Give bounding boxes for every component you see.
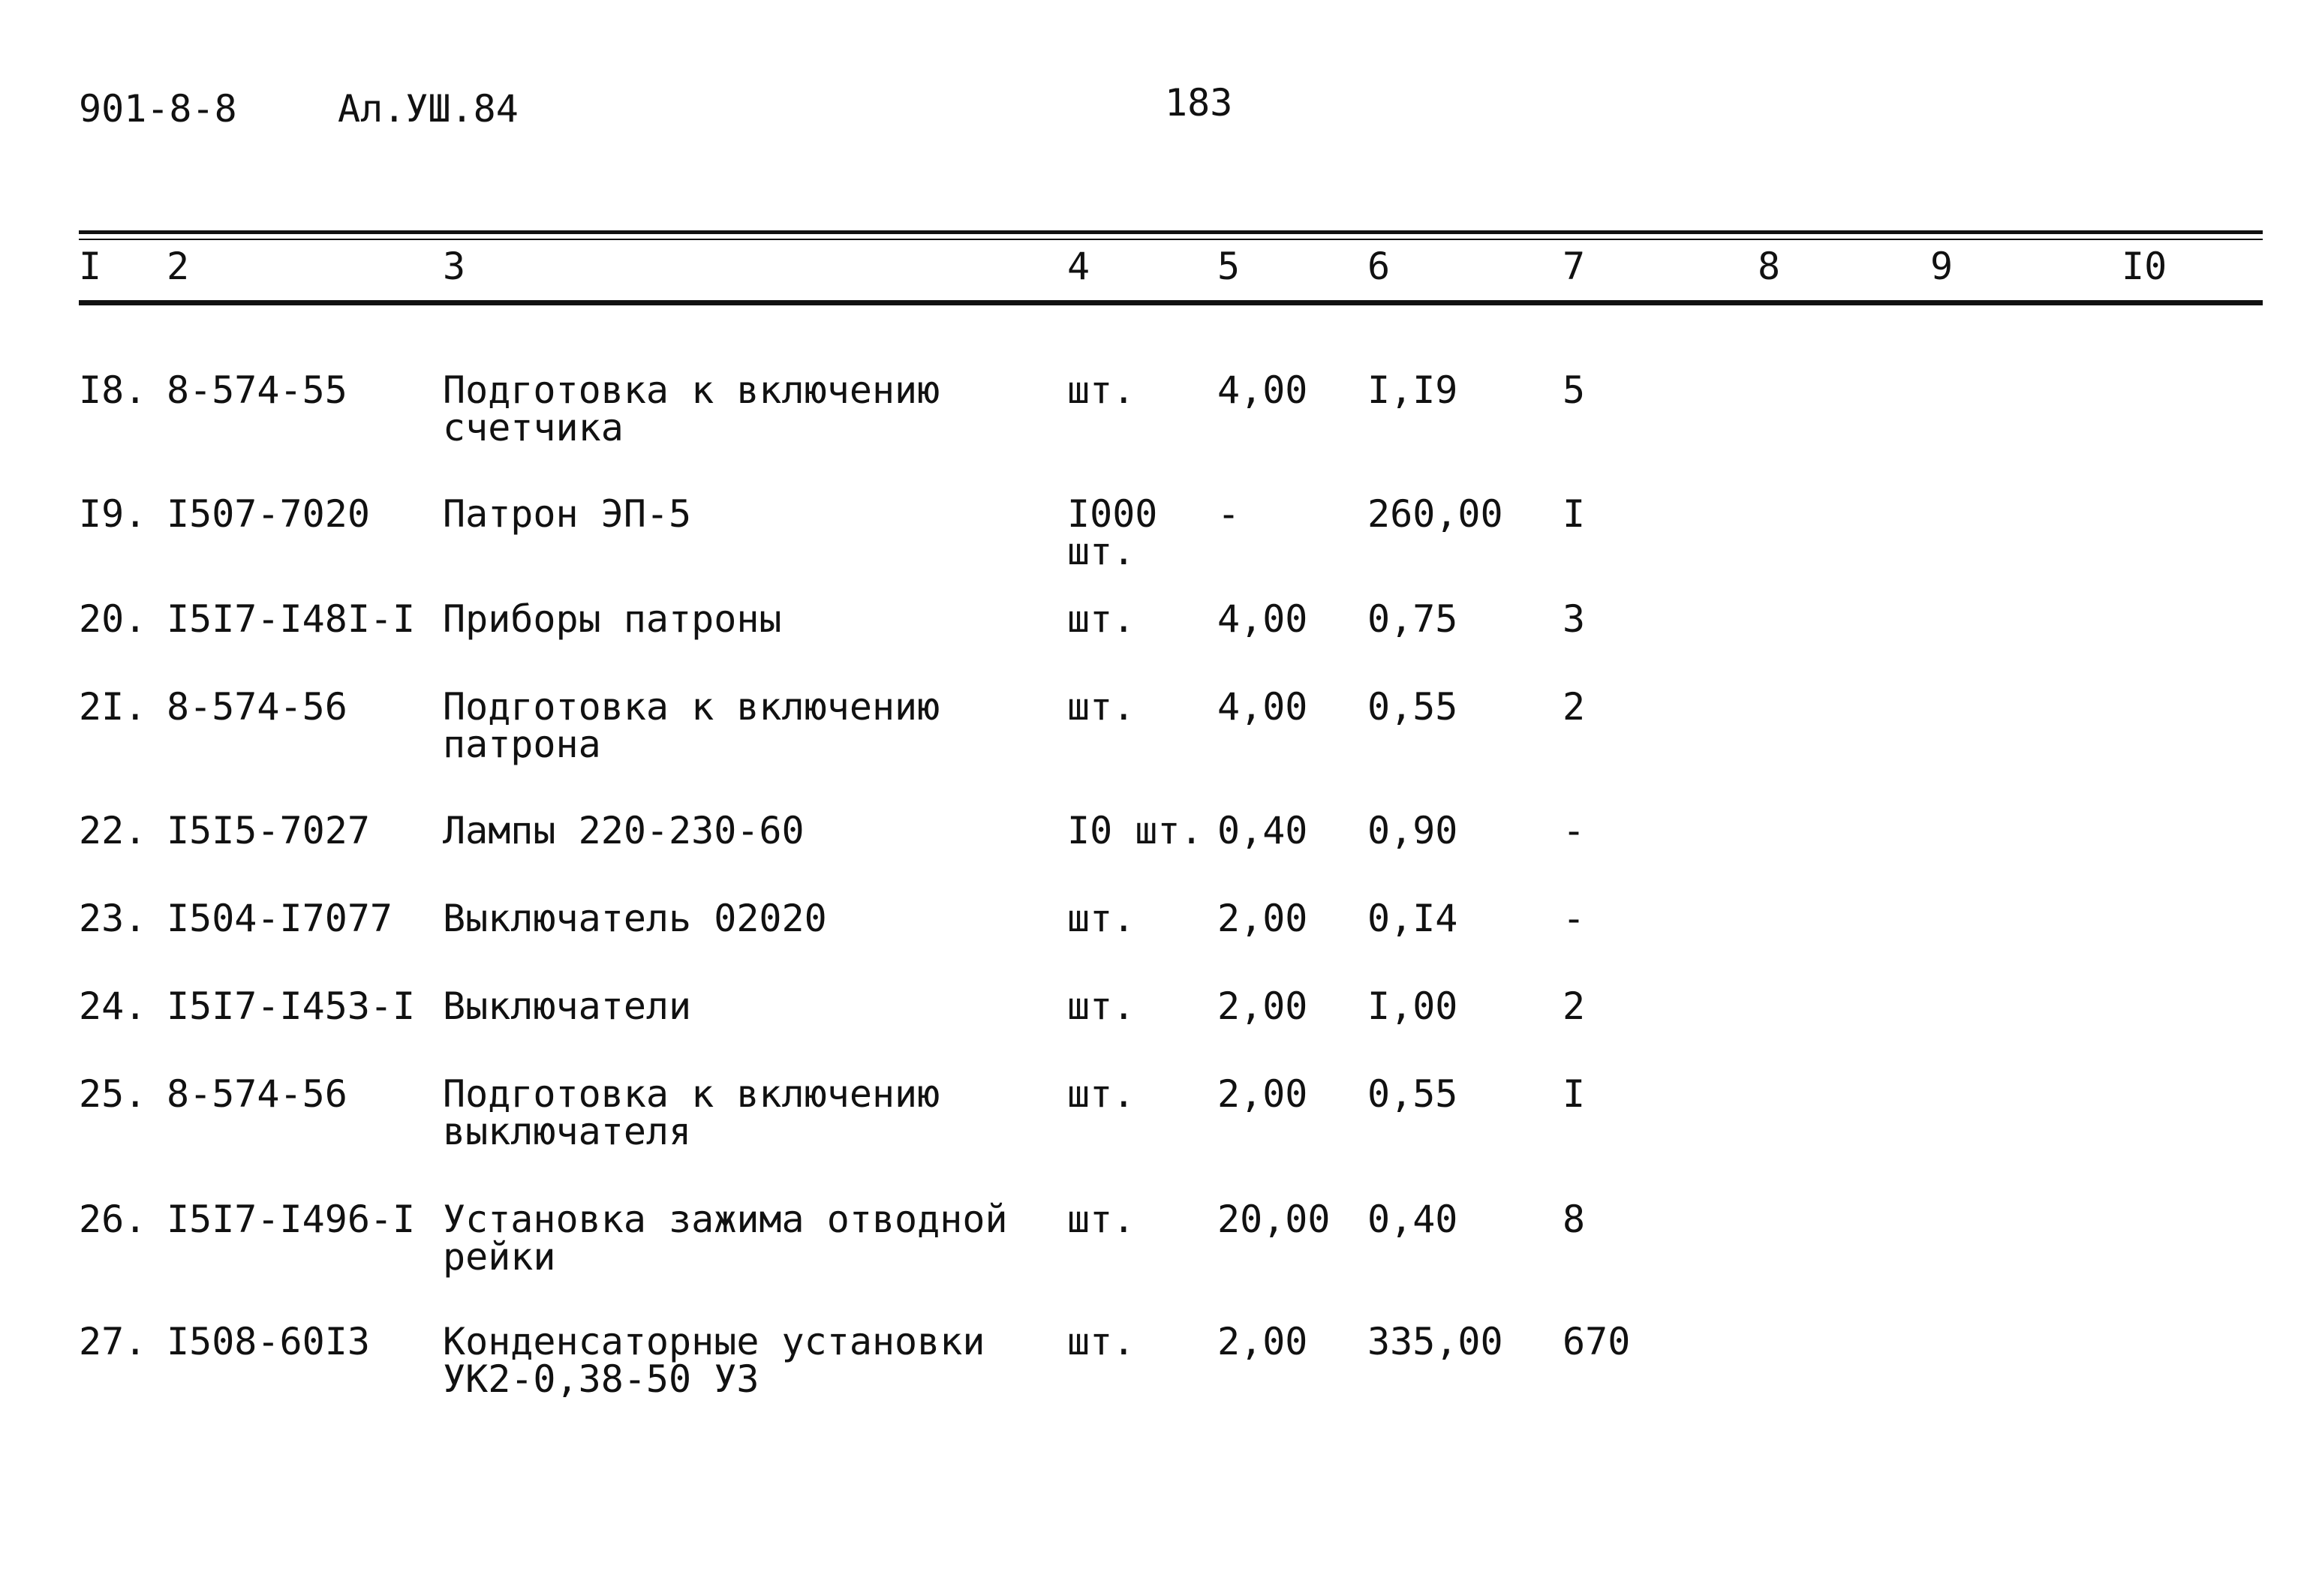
- item-code: 8-574-56: [167, 685, 347, 729]
- unit-price: 0,55: [1367, 1072, 1458, 1116]
- unit-line: шт.: [1067, 368, 1135, 412]
- item-name-line: патрона: [443, 723, 601, 766]
- total: -: [1563, 809, 1586, 852]
- unit-line: шт.: [1067, 1320, 1135, 1363]
- item-name: [443, 597, 782, 641]
- item-name: [443, 492, 692, 536]
- table-row: [0, 492, 2304, 585]
- unit-price: 335,00: [1367, 1320, 1503, 1363]
- unit-price: 0,I4: [1367, 897, 1458, 940]
- row-number: 23.: [79, 897, 147, 940]
- unit-price: 0,75: [1367, 597, 1458, 641]
- unit-line: шт.: [1067, 685, 1135, 729]
- quantity: 2,00: [1217, 1320, 1308, 1363]
- total: 3: [1563, 597, 1586, 641]
- unit: [1067, 984, 1135, 1028]
- item-name-line: Подготовка к включению: [443, 1072, 940, 1116]
- quantity: 20,00: [1217, 1198, 1331, 1241]
- column-header-9: 9: [1930, 245, 1954, 288]
- unit-line: шт.: [1067, 1198, 1135, 1241]
- total: -: [1563, 897, 1586, 940]
- item-name-line: Лампы 220-230-60: [443, 809, 805, 852]
- item-code: I5I5-7027: [167, 809, 370, 852]
- item-name-line: Патрон ЭП-5: [443, 492, 692, 536]
- item-code: 8-574-56: [167, 1072, 347, 1116]
- item-name-line: Выключатели: [443, 984, 692, 1028]
- item-code: I504-I7077: [167, 897, 393, 940]
- item-name: [443, 685, 940, 766]
- table-row: [0, 809, 2304, 902]
- item-name: [443, 809, 805, 852]
- document-code: 901-8-8: [79, 87, 237, 131]
- item-name-line: Установка зажима отводной: [443, 1198, 1008, 1241]
- item-name: [443, 984, 692, 1028]
- table-row: [0, 1072, 2304, 1165]
- row-number: I8.: [79, 368, 147, 412]
- column-header-4: 4: [1067, 245, 1090, 288]
- item-code: I5I7-I453-I: [167, 984, 416, 1028]
- item-name-line: выключателя: [443, 1110, 692, 1153]
- table-top-rule: [79, 230, 2263, 234]
- item-name: [443, 1198, 1008, 1279]
- table-row: [0, 597, 2304, 690]
- unit: [1067, 1320, 1135, 1363]
- unit: [1067, 492, 1158, 573]
- item-code: 8-574-55: [167, 368, 347, 412]
- table-row: [0, 368, 2304, 461]
- unit: [1067, 1072, 1135, 1116]
- unit-price: I,I9: [1367, 368, 1458, 412]
- unit-price: 0,90: [1367, 809, 1458, 852]
- column-header-1: I: [79, 245, 102, 288]
- item-name: [443, 1320, 985, 1401]
- row-number: 22.: [79, 809, 147, 852]
- item-name-line: УК2-0,38-50 УЗ: [443, 1357, 759, 1401]
- table-row: [0, 685, 2304, 778]
- quantity: 4,00: [1217, 597, 1308, 641]
- unit-line: шт.: [1067, 530, 1135, 573]
- item-name-line: Выключатель 02020: [443, 897, 827, 940]
- quantity: 2,00: [1217, 984, 1308, 1028]
- column-header-7: 7: [1563, 245, 1586, 288]
- row-number: 20.: [79, 597, 147, 641]
- unit-line: I000: [1067, 492, 1158, 536]
- item-name-line: Приборы патроны: [443, 597, 782, 641]
- page-number: 183: [1165, 81, 1233, 125]
- unit-line: шт.: [1067, 1072, 1135, 1116]
- table-row: [0, 1198, 2304, 1291]
- quantity: -: [1217, 492, 1241, 536]
- column-header-6: 6: [1367, 245, 1391, 288]
- unit-line: I0 шт.: [1067, 809, 1203, 852]
- unit-line: шт.: [1067, 984, 1135, 1028]
- row-number: 27.: [79, 1320, 147, 1363]
- unit: [1067, 597, 1135, 641]
- column-header-5: 5: [1217, 245, 1241, 288]
- total: I: [1563, 492, 1586, 536]
- unit-price: 0,55: [1367, 685, 1458, 729]
- unit-price: I,00: [1367, 984, 1458, 1028]
- total: 2: [1563, 685, 1586, 729]
- table-row: [0, 897, 2304, 990]
- quantity: 2,00: [1217, 1072, 1308, 1116]
- quantity: 2,00: [1217, 897, 1308, 940]
- row-number: 24.: [79, 984, 147, 1028]
- item-name: [443, 1072, 940, 1153]
- unit-line: шт.: [1067, 897, 1135, 940]
- item-name-line: Подготовка к включению: [443, 685, 940, 729]
- row-number: 2I.: [79, 685, 147, 729]
- row-number: I9.: [79, 492, 147, 536]
- total: 8: [1563, 1198, 1586, 1241]
- table-row: [0, 1320, 2304, 1413]
- item-name: [443, 368, 940, 449]
- unit-price: 0,40: [1367, 1198, 1458, 1241]
- unit: [1067, 897, 1135, 940]
- total: I: [1563, 1072, 1586, 1116]
- item-name: [443, 897, 827, 940]
- column-header-2: 2: [167, 245, 190, 288]
- total: 2: [1563, 984, 1586, 1028]
- item-name-line: рейки: [443, 1235, 556, 1279]
- column-header-3: 3: [443, 245, 466, 288]
- item-name-line: Подготовка к включению: [443, 368, 940, 412]
- unit: [1067, 809, 1203, 852]
- row-number: 26.: [79, 1198, 147, 1241]
- unit-line: шт.: [1067, 597, 1135, 641]
- table-row: [0, 984, 2304, 1078]
- quantity: 4,00: [1217, 368, 1308, 412]
- table-top-rule-thin: [79, 239, 2263, 240]
- item-code: I507-7020: [167, 492, 370, 536]
- unit-price: 260,00: [1367, 492, 1503, 536]
- total: 5: [1563, 368, 1586, 412]
- table-header-bottom-rule: [79, 300, 2263, 305]
- column-header-8: 8: [1758, 245, 1781, 288]
- unit: [1067, 1198, 1135, 1241]
- quantity: 4,00: [1217, 685, 1308, 729]
- total: 670: [1563, 1320, 1631, 1363]
- album-reference: Ал.УШ.84: [338, 87, 519, 131]
- item-code: I5I7-I496-I: [167, 1198, 416, 1241]
- item-name-line: счетчика: [443, 406, 624, 449]
- row-number: 25.: [79, 1072, 147, 1116]
- column-header-10: I0: [2122, 245, 2167, 288]
- item-code: I5I7-I48I-I: [167, 597, 416, 641]
- unit: [1067, 368, 1135, 412]
- unit: [1067, 685, 1135, 729]
- item-code: I508-60I3: [167, 1320, 370, 1363]
- quantity: 0,40: [1217, 809, 1308, 852]
- item-name-line: Конденсаторные установки: [443, 1320, 985, 1363]
